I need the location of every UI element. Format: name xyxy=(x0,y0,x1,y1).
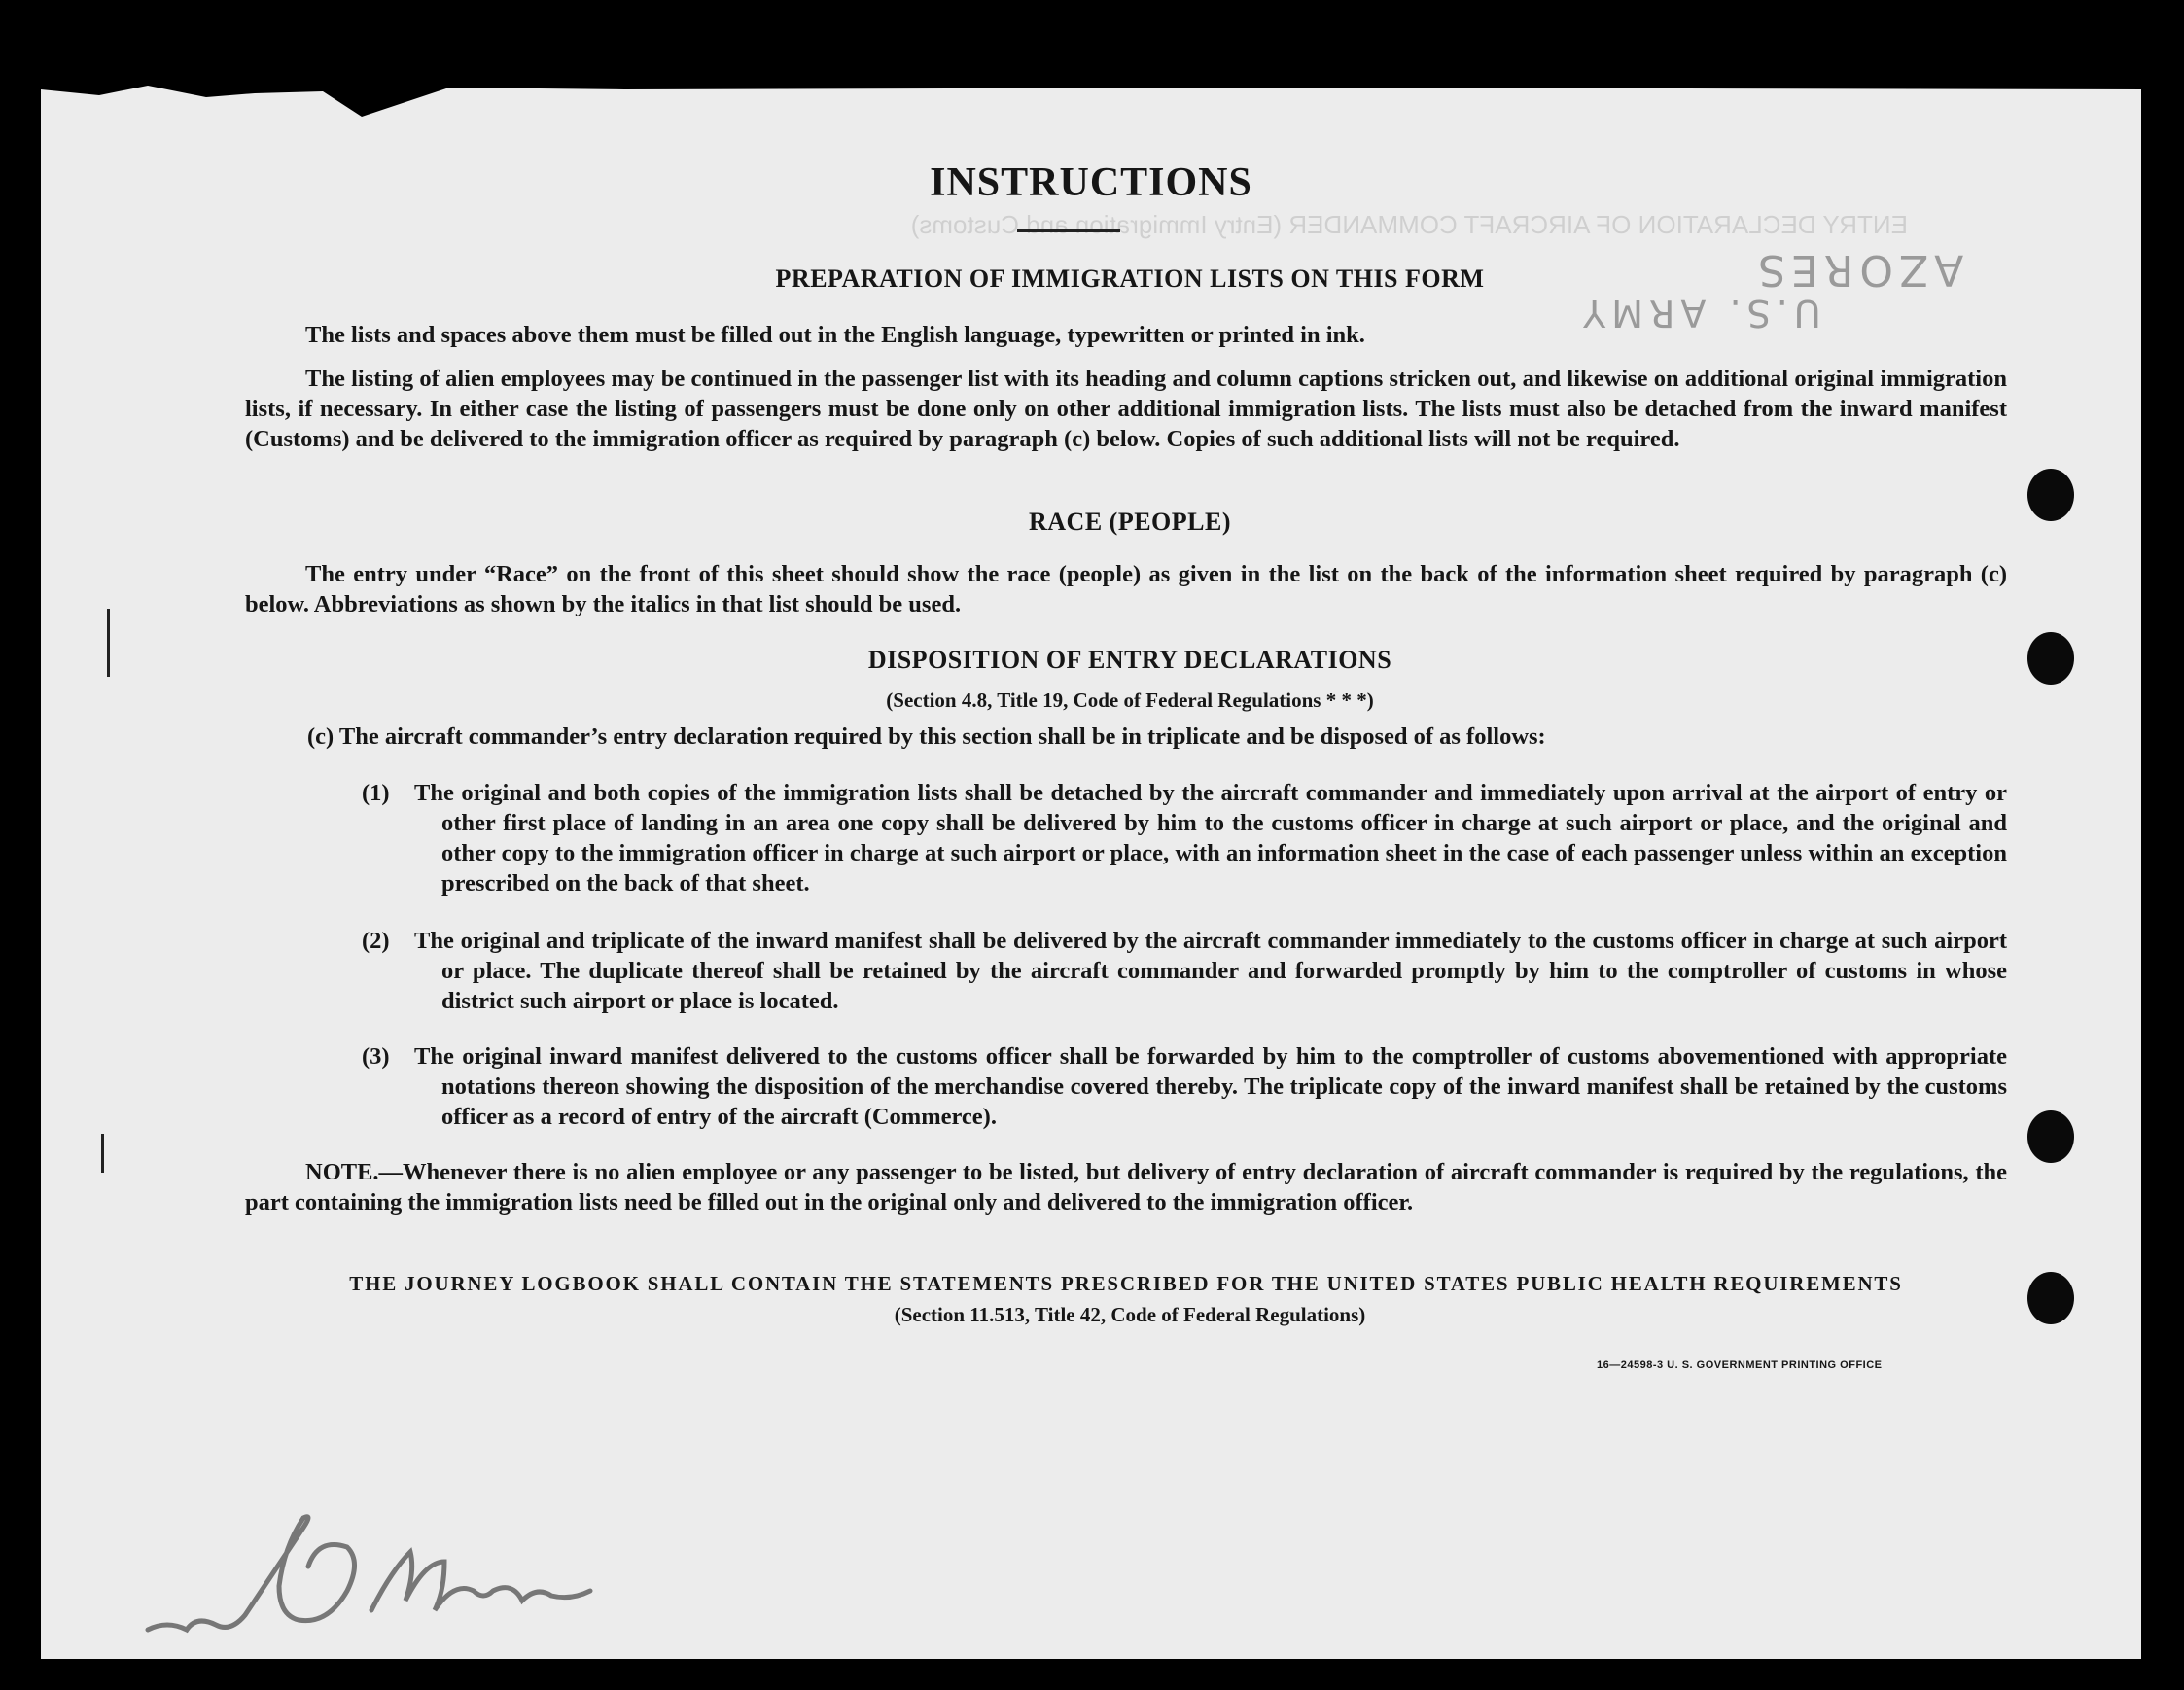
item-text: The original and both copies of the immigration lists shall be detached by the aircraft commander and immediately upon arrival at the airport of entry or other first place of landing in an area one copy shall be delivered by him to the customs officer in charge at such airport or place, and the original and other copy to the immigration officer in charge at such airport or place, with an information sheet in the case of each passenger unless within an exception prescribed on the back of that sheet. xyxy=(414,780,2007,897)
margin-mark xyxy=(101,1134,104,1173)
item-text: The original inward manifest delivered to the customs officer shall be forwarded by him to the comptroller of customs abovementioned with appropriate notations thereon showing the disposition of the merchandise covered thereby. The triplicate copy of the inward manifest shall be retained by the customs officer as a record of entry of the aircraft (Commerce). xyxy=(414,1043,2007,1130)
preparation-para-2: The listing of alien employees may be continued in the passenger list with its heading and column captions stricken out, and likewise on additional original immigration lists, if necessary. In either case the listing of passengers must be done only on other additional immigration lists. The lists must also be detached from the inward manifest (Customs) and be delivered to the immigration officer as required by paragraph (c) below. Copies of such additional lists will not be required. xyxy=(245,366,2007,452)
logbook-statement: THE JOURNEY LOGBOOK SHALL CONTAIN THE STATEMENTS PRESCRIBED FOR THE UNITED STATES PUBLIC HEALTH REQUIREMENTS xyxy=(349,1272,1903,1295)
title-underline xyxy=(1017,229,1120,232)
note-paragraph: NOTE.—Whenever there is no alien employee or any passenger to be listed, but delivery of entry declaration of aircraft commander is required by the regulations, the part containing the immigration lists need be filled out in the original only and delivered to the immigration officer. xyxy=(245,1159,2007,1215)
bleed-through-header: ENTRY DECLARATION OF AIRCRAFT COMMANDER (Entry Immigration and Customs) xyxy=(910,210,1908,239)
preparation-para-1: The lists and spaces above them must be filled out in the English language, typewritten or printed in ink. xyxy=(305,322,1365,348)
punch-hole xyxy=(2027,1110,2074,1163)
item-number: (1) xyxy=(362,780,390,806)
handwritten-signature xyxy=(119,1484,799,1659)
logbook-citation: (Section 11.513, Title 42, Code of Federal Regulations) xyxy=(894,1303,1366,1326)
page-title: INSTRUCTIONS xyxy=(930,160,1252,205)
disposition-item-3 xyxy=(362,1041,2007,1132)
punch-hole xyxy=(2027,469,2074,521)
punch-hole xyxy=(2027,1272,2074,1324)
handwritten-azores: AZORES xyxy=(1752,245,1964,295)
disposition-item-2 xyxy=(362,926,2007,1016)
disposition-item-1 xyxy=(362,778,2007,898)
document-sheet xyxy=(41,84,2141,1659)
item-text: The original and triplicate of the inward manifest shall be delivered by the aircraft commander immediately to the customs officer in charge at such airport or place. The duplicate thereof shall be retained by the aircraft commander and forwarded promptly by him to the comptroller of customs in whose district such airport or place is located. xyxy=(414,928,2007,1014)
disposition-subheading: (Section 4.8, Title 19, Code of Federal Regulations * * *) xyxy=(886,688,1374,712)
punch-hole xyxy=(2027,632,2074,685)
item-number: (3) xyxy=(362,1043,390,1070)
preparation-heading: PREPARATION OF IMMIGRATION LISTS ON THIS FORM xyxy=(775,264,1485,293)
disposition-lead: (c) The aircraft commander’s entry declaration required by this section shall be in triplicate and be disposed of as follows: xyxy=(307,723,1546,750)
torn-top-edge xyxy=(41,84,2141,142)
margin-mark xyxy=(107,609,110,677)
race-para: The entry under “Race” on the front of this sheet should show the race (people) as given in the list on the back of the information sheet required by paragraph (c) below. Abbreviations as shown by the italics in that list should be used. xyxy=(245,561,2007,617)
printer-mark: 16—24598-3 U. S. GOVERNMENT PRINTING OFFICE xyxy=(1597,1359,1883,1371)
handwritten-us-army: U.S. ARMY xyxy=(1577,292,1821,334)
item-number: (2) xyxy=(362,928,390,954)
race-heading: RACE (PEOPLE) xyxy=(1029,508,1231,536)
disposition-heading: DISPOSITION OF ENTRY DECLARATIONS xyxy=(867,646,1392,674)
